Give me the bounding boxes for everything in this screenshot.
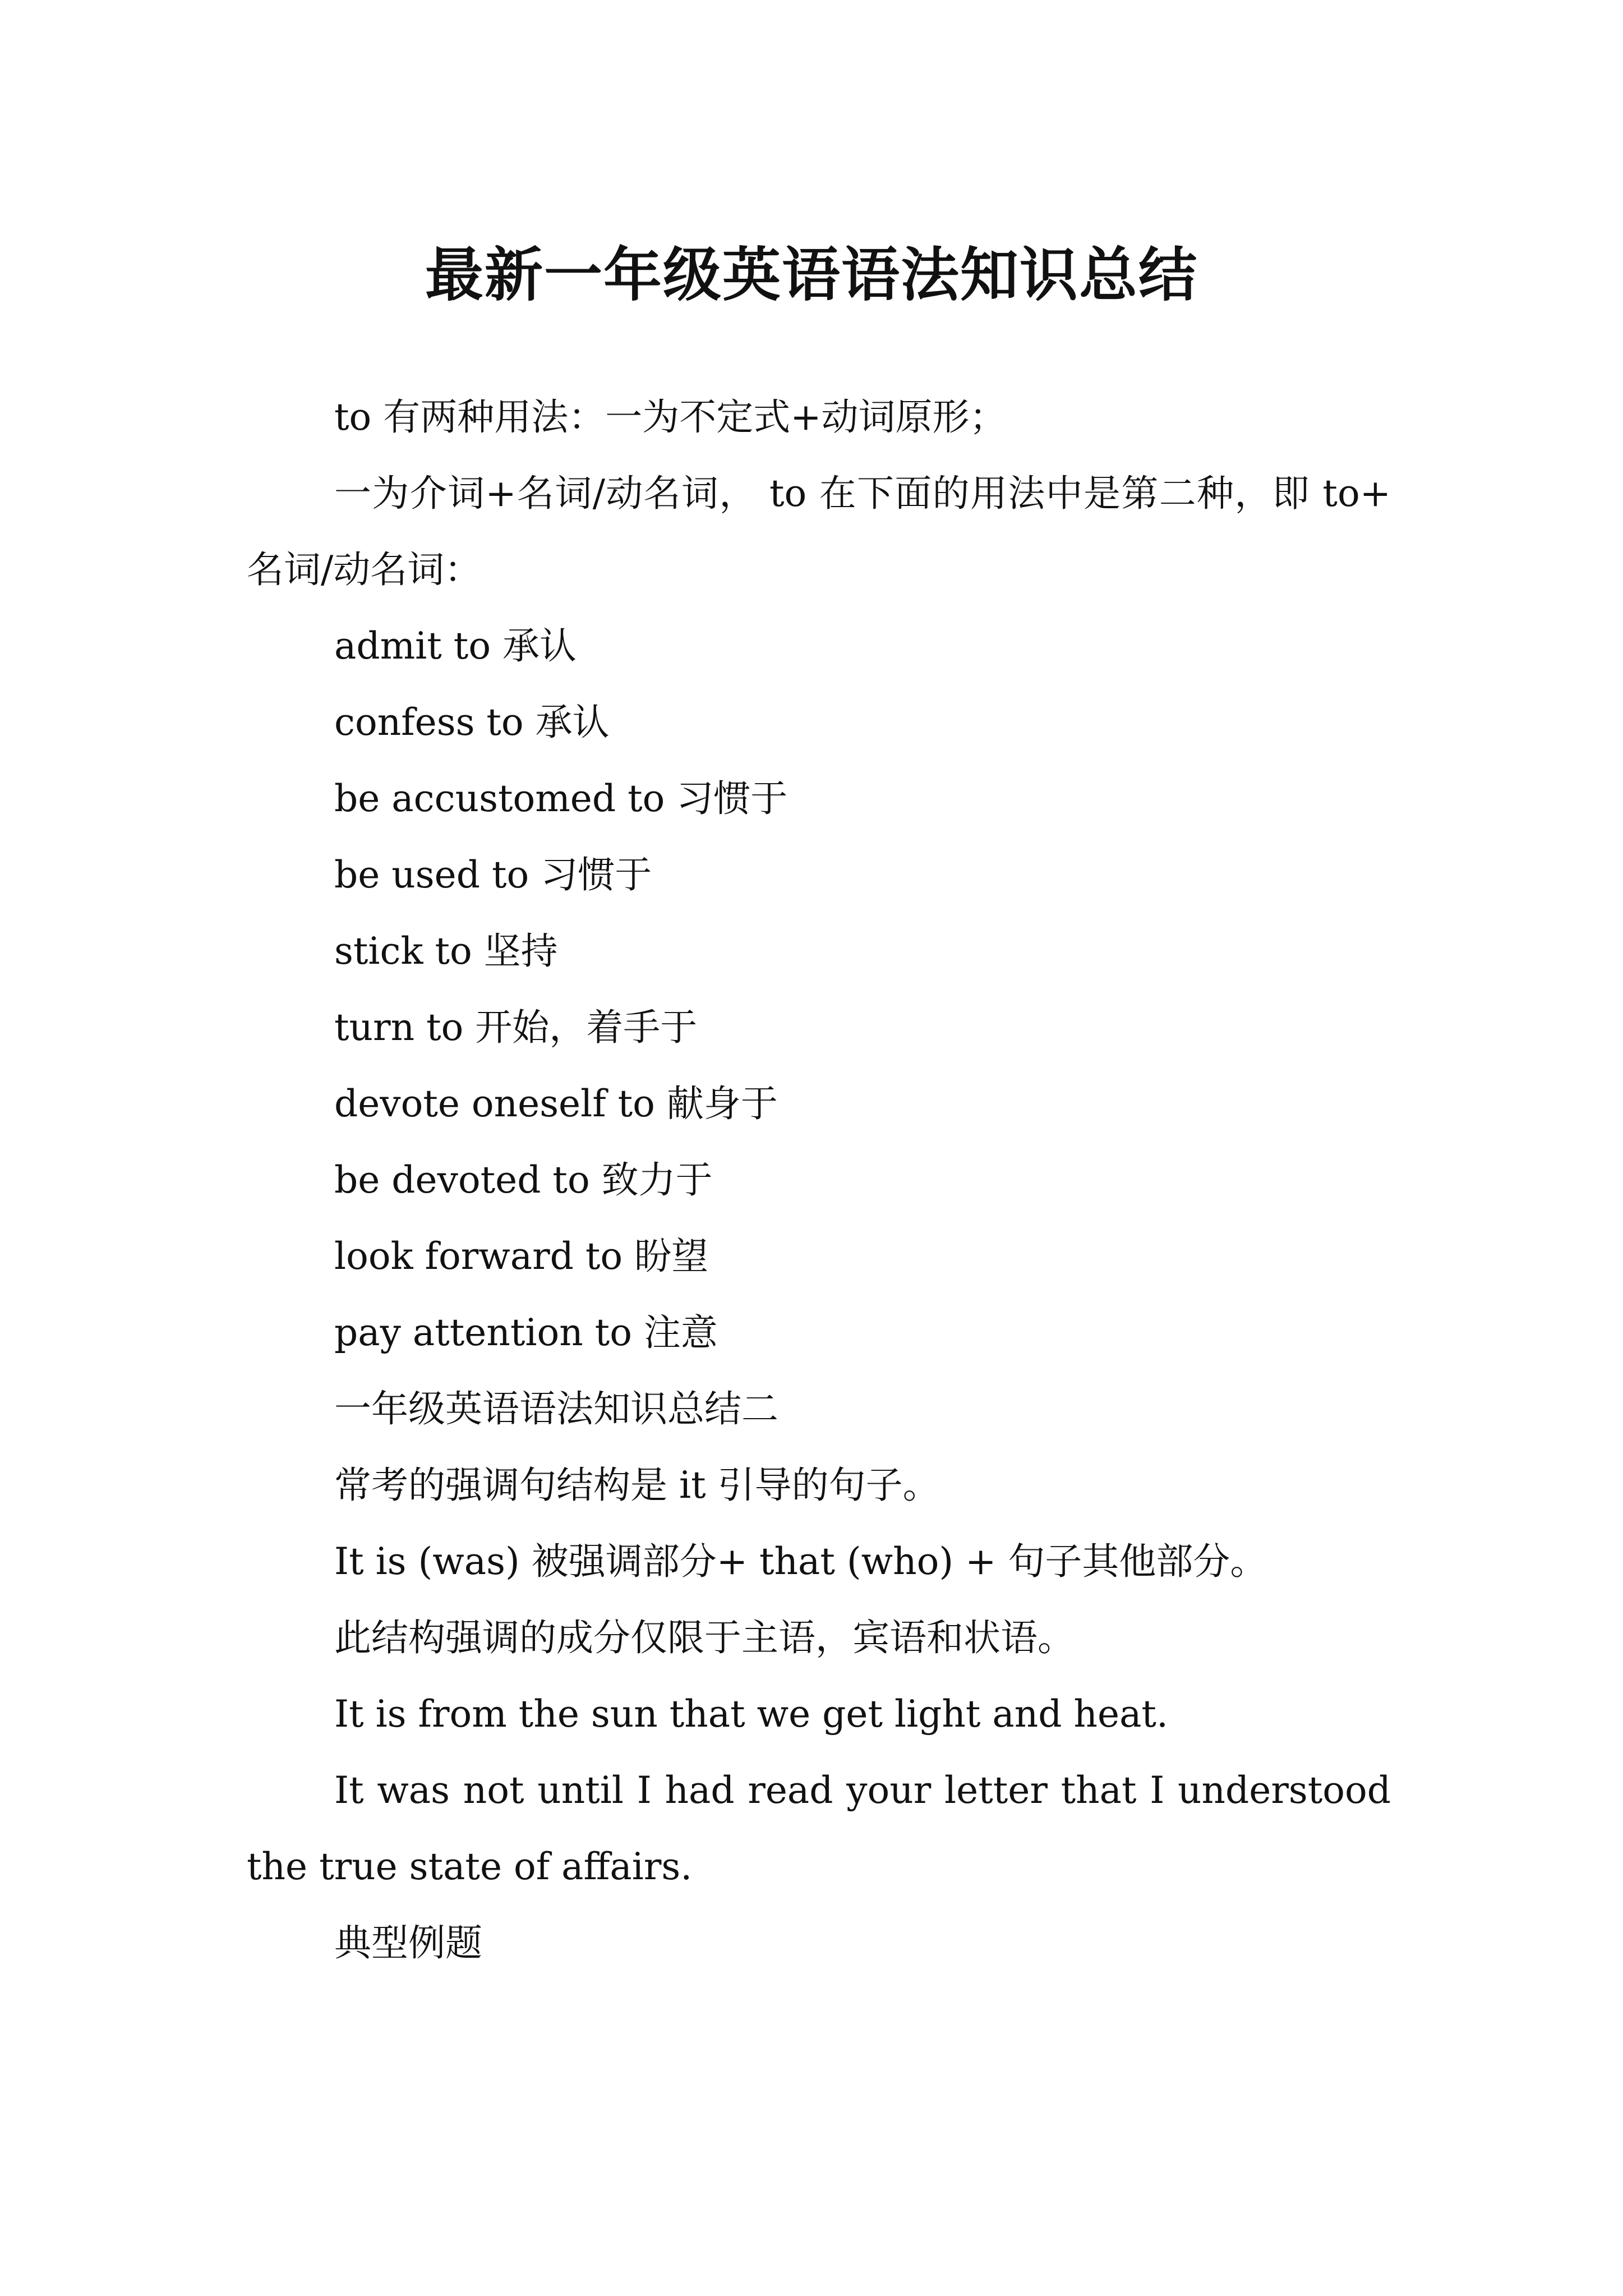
paragraph: 此结构强调的成分仅限于主语，宾语和状语。	[334, 1616, 1075, 1659]
paragraph: admit to 承认	[334, 624, 577, 668]
paragraph: to 有两种用法：一为不定式+动词原形；	[334, 395, 1007, 439]
paragraph: devote oneself to 献身于	[334, 1082, 778, 1125]
paragraph: 一为介词+名词/动名词， to 在下面的用法中是第二种，即 to+ 名词/动名词：	[247, 472, 1391, 591]
paragraph: 常考的强调句结构是 it 引导的句子。	[334, 1464, 940, 1507]
paragraph: be devoted to 致力于	[334, 1158, 713, 1202]
paragraph: It is (was) 被强调部分+ that (who) + 句子其他部分。	[334, 1540, 1267, 1583]
paragraph: pay attention to 注意	[334, 1311, 718, 1354]
document-body	[247, 379, 1391, 1981]
example-sentence: It is from the sun that we get light and heat.	[334, 1692, 1168, 1736]
paragraph: turn to 开始，着手于	[334, 1006, 698, 1049]
document-title: 最新一年级英语语法知识总结	[425, 240, 1198, 309]
section-heading: 典型例题	[334, 1921, 482, 1964]
example-sentence: It was not until I had read your letter that I understood the true state of affairs.	[247, 1769, 1391, 1888]
section-heading: 一年级英语语法知识总结二	[334, 1387, 778, 1430]
paragraph: be accustomed to 习惯于	[334, 777, 788, 820]
paragraph: look forward to 盼望	[334, 1235, 709, 1278]
paragraph: stick to 坚持	[334, 930, 558, 973]
paragraph: be used to 习惯于	[334, 853, 652, 896]
paragraph: confess to 承认	[334, 701, 610, 744]
